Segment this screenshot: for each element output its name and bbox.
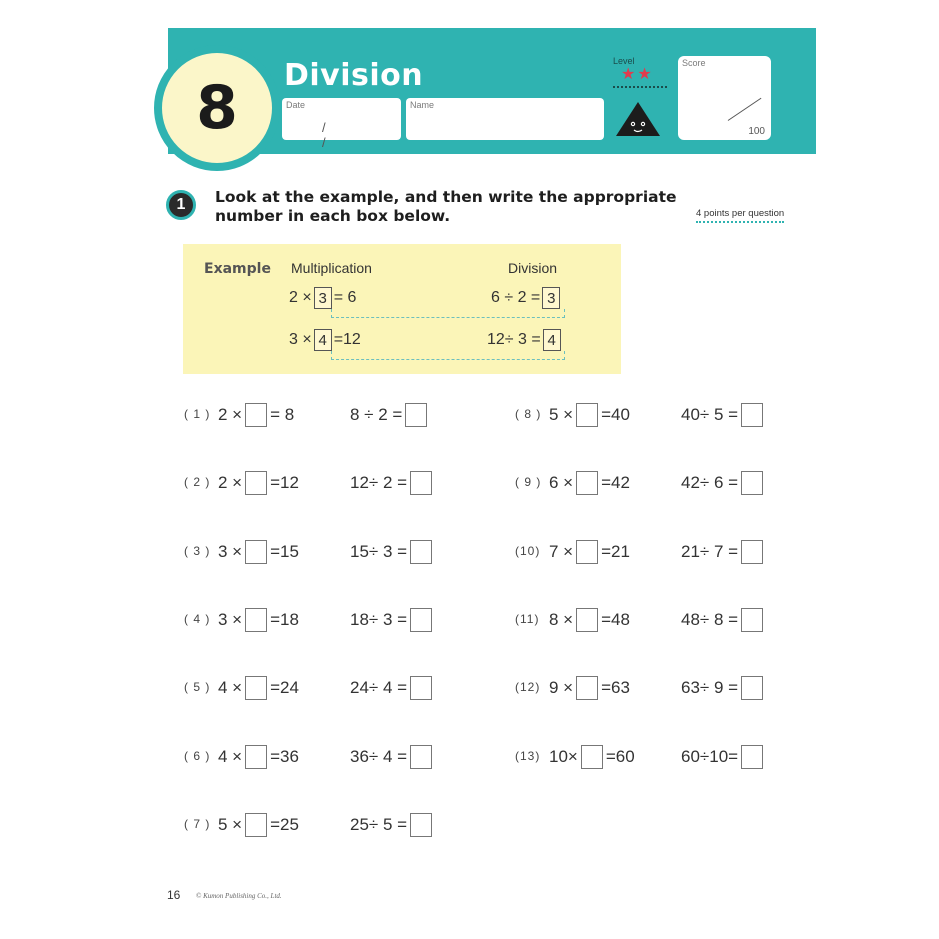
problem-row [184, 403, 474, 427]
division-equation [681, 745, 763, 769]
division-left: 40÷ 5 = [681, 405, 739, 424]
problem-label: (12) [515, 680, 541, 694]
answer-box[interactable] [741, 676, 763, 700]
multiplication-header: Multiplication [291, 260, 372, 276]
multiplication-result: =18 [270, 610, 299, 629]
division-left: 21÷ 7 = [681, 542, 739, 561]
multiplication-result: =63 [601, 678, 630, 697]
multiplication-result: =25 [270, 815, 299, 834]
example-div-1 [491, 287, 560, 309]
answer-box[interactable] [245, 471, 267, 495]
problem-row [515, 608, 805, 632]
problem-label: ( 5 ) [184, 680, 211, 694]
multiplication-equation [549, 676, 630, 700]
answer-box[interactable] [410, 540, 432, 564]
score-label: Score [682, 58, 706, 68]
problem-label: ( 1 ) [184, 407, 211, 421]
multiplication-left: 4 × [218, 678, 243, 697]
multiplication-left: 10× [549, 747, 578, 766]
question-number-badge [166, 190, 196, 220]
multiplication-left: 2 × [218, 473, 243, 492]
answer-box[interactable] [245, 745, 267, 769]
problem-label: (10) [515, 544, 541, 558]
multiplication-result: =40 [601, 405, 630, 424]
division-left: 60÷10= [681, 747, 739, 766]
example-label: Example [204, 261, 271, 277]
division-left: 24÷ 4 = [350, 678, 408, 697]
division-equation [681, 403, 763, 427]
answer-box[interactable] [581, 745, 603, 769]
answer-box[interactable] [405, 403, 427, 427]
multiplication-left: 3 × [218, 542, 243, 561]
example-mult-2-result: =12 [333, 331, 361, 348]
multiplication-result: =42 [601, 473, 630, 492]
division-equation [681, 676, 763, 700]
example-answer-box: 3 [314, 287, 332, 309]
example-mult-1-result: = 6 [333, 289, 357, 306]
level-stars: ★★ [621, 66, 654, 83]
answer-box[interactable] [576, 471, 598, 495]
example-mult-1-left: 2 × [289, 289, 312, 306]
multiplication-left: 5 × [218, 815, 243, 834]
page-title: Division [284, 58, 424, 93]
division-equation [350, 540, 432, 564]
problem-row [184, 813, 474, 837]
name-label: Name [410, 100, 435, 110]
division-left: 8 ÷ 2 = [350, 405, 403, 424]
answer-box[interactable] [410, 471, 432, 495]
division-equation [350, 403, 427, 427]
answer-box[interactable] [741, 608, 763, 632]
unit-number: 8 [196, 73, 238, 143]
problem-label: ( 3 ) [184, 544, 211, 558]
division-left: 12÷ 2 = [350, 473, 408, 492]
answer-box[interactable] [410, 745, 432, 769]
answer-box[interactable] [245, 813, 267, 837]
problem-label: ( 2 ) [184, 475, 211, 489]
answer-box[interactable] [576, 540, 598, 564]
division-left: 18÷ 3 = [350, 610, 408, 629]
multiplication-result: =48 [601, 610, 630, 629]
example-link-line [331, 309, 565, 318]
multiplication-left: 9 × [549, 678, 574, 697]
answer-box[interactable] [741, 471, 763, 495]
multiplication-equation [218, 813, 299, 837]
multiplication-equation [549, 403, 630, 427]
example-mult-2-left: 3 × [289, 331, 312, 348]
problem-label: (13) [515, 749, 541, 763]
multiplication-result: =21 [601, 542, 630, 561]
instruction-line-1: Look at the example, and then write the appropriate [215, 188, 677, 206]
multiplication-left: 4 × [218, 747, 243, 766]
problem-row [184, 745, 474, 769]
division-equation [681, 471, 763, 495]
multiplication-equation [218, 676, 299, 700]
problem-row [515, 471, 805, 495]
multiplication-equation [549, 540, 630, 564]
example-answer-box: 3 [542, 287, 560, 309]
answer-box[interactable] [576, 403, 598, 427]
multiplication-equation [218, 608, 299, 632]
division-left: 42÷ 6 = [681, 473, 739, 492]
instruction-line-2: number in each box below. [215, 207, 451, 225]
problem-row [515, 745, 805, 769]
answer-box[interactable] [410, 813, 432, 837]
question-number: 1 [176, 196, 186, 213]
division-equation [350, 608, 432, 632]
multiplication-equation [218, 403, 294, 427]
answer-box[interactable] [410, 676, 432, 700]
example-mult-2 [289, 329, 361, 351]
score-max: 100 [748, 126, 765, 137]
level-label: Level [613, 56, 635, 66]
problem-row [184, 676, 474, 700]
example-div-2 [487, 329, 561, 351]
triangle-face-icon [614, 100, 662, 138]
score-divider [728, 98, 762, 121]
division-left: 48÷ 8 = [681, 610, 739, 629]
multiplication-equation [549, 608, 630, 632]
answer-box[interactable] [245, 676, 267, 700]
problem-label: ( 7 ) [184, 817, 211, 831]
problem-row [184, 471, 474, 495]
problem-label: (11) [515, 612, 540, 626]
division-equation [681, 608, 763, 632]
multiplication-result: = 8 [270, 405, 295, 424]
multiplication-equation [218, 471, 299, 495]
points-note: 4 points per question [696, 208, 784, 223]
date-label: Date [286, 100, 306, 110]
problem-label: ( 8 ) [515, 407, 542, 421]
answer-box[interactable] [576, 676, 598, 700]
problem-row [515, 403, 805, 427]
problem-label: ( 6 ) [184, 749, 211, 763]
example-mult-1 [289, 287, 356, 309]
multiplication-result: =60 [605, 747, 635, 766]
level-underline [613, 86, 667, 88]
unit-number-badge [154, 45, 280, 171]
problem-row [184, 608, 474, 632]
score-field[interactable] [678, 56, 771, 140]
multiplication-left: 7 × [549, 542, 574, 561]
division-left: 15÷ 3 = [350, 542, 408, 561]
division-equation [350, 745, 432, 769]
multiplication-result: =36 [270, 747, 299, 766]
multiplication-left: 5 × [549, 405, 574, 424]
division-equation [350, 471, 432, 495]
multiplication-equation [549, 471, 630, 495]
division-left: 25÷ 5 = [350, 815, 408, 834]
answer-box[interactable] [245, 540, 267, 564]
problem-row [184, 540, 474, 564]
division-equation [350, 813, 432, 837]
instruction-text [215, 188, 677, 226]
answer-box[interactable] [245, 403, 267, 427]
multiplication-equation [218, 745, 299, 769]
answer-box[interactable] [741, 745, 763, 769]
example-div-1-left: 6 ÷ 2 = [491, 289, 541, 306]
example-answer-box: 4 [543, 329, 561, 351]
multiplication-equation [218, 540, 299, 564]
division-header: Division [508, 260, 558, 276]
division-left: 63÷ 9 = [681, 678, 739, 697]
division-equation [350, 676, 432, 700]
multiplication-equation [549, 745, 635, 769]
multiplication-left: 8 × [549, 610, 574, 629]
answer-box[interactable] [410, 608, 432, 632]
problem-label: ( 9 ) [515, 475, 542, 489]
page-number: 16 [167, 888, 181, 902]
example-div-2-left: 12÷ 3 = [487, 331, 541, 348]
multiplication-result: =12 [270, 473, 299, 492]
answer-box[interactable] [245, 608, 267, 632]
answer-box[interactable] [741, 540, 763, 564]
multiplication-left: 6 × [549, 473, 574, 492]
example-answer-box: 4 [314, 329, 332, 351]
date-separators: / / [322, 120, 356, 150]
multiplication-left: 2 × [218, 405, 243, 424]
multiplication-left: 3 × [218, 610, 243, 629]
name-field[interactable] [406, 98, 604, 140]
multiplication-result: =15 [270, 542, 299, 561]
answer-box[interactable] [576, 608, 598, 632]
date-field[interactable] [282, 98, 401, 150]
problem-row [515, 540, 805, 564]
answer-box[interactable] [741, 403, 763, 427]
problem-label: ( 4 ) [184, 612, 211, 626]
copyright: © Kumon Publishing Co., Ltd. [196, 892, 282, 900]
example-link-line [331, 351, 565, 360]
problem-row [515, 676, 805, 700]
multiplication-result: =24 [270, 678, 299, 697]
division-left: 36÷ 4 = [350, 747, 408, 766]
division-equation [681, 540, 763, 564]
